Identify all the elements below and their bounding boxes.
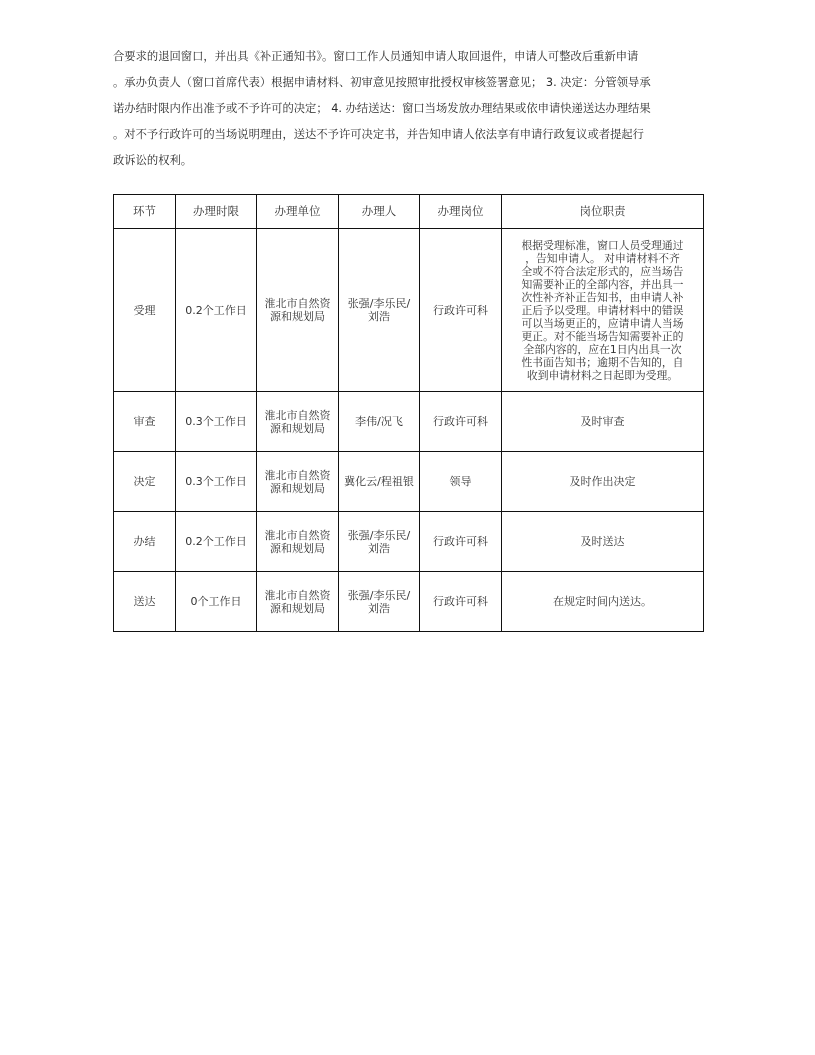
cell-handler: 张强/李乐民/刘浩 — [339, 572, 420, 632]
duty-line: 可以当场更正的，应请申请人当场 — [521, 316, 684, 330]
table-row — [114, 392, 704, 452]
intro-paragraph — [113, 44, 703, 174]
duty-line: 全或不符合法定形式的，应当场告 — [521, 264, 684, 278]
cell-unit: 淮北市自然资源和规划局 — [257, 572, 339, 632]
cell-post: 行政许可科 — [420, 512, 502, 572]
duty-line: 根据受理标准，窗口人员受理通过 — [521, 238, 684, 252]
cell-stage: 受理 — [114, 229, 176, 392]
cell-stage: 决定 — [114, 452, 176, 512]
cell-handler: 李伟/况飞 — [339, 392, 420, 452]
header-handler: 办理人 — [339, 195, 420, 229]
cell-handler: 冀化云/程祖银 — [339, 452, 420, 512]
cell-unit: 淮北市自然资源和规划局 — [257, 392, 339, 452]
intro-line: 。对不予行政许可的当场说明理由，送达不予许可决定书，并告知申请人依法享有申请行政复议或者提起行 — [113, 128, 644, 141]
intro-line: 合要求的退回窗口，并出具《补正通知书》。窗口工作人员通知申请人取回退件，申请人可整改后重新申请 — [113, 50, 639, 63]
cell-time-limit: 0.2个工作日 — [176, 512, 257, 572]
cell-time-limit: 0.3个工作日 — [176, 392, 257, 452]
header-duty: 岗位职责 — [502, 195, 704, 229]
cell-duty: 在规定时间内送达。 — [502, 572, 704, 632]
table-row — [114, 572, 704, 632]
table-row — [114, 512, 704, 572]
cell-handler: 张强/李乐民/刘浩 — [339, 229, 420, 392]
cell-post: 领导 — [420, 452, 502, 512]
cell-stage: 送达 — [114, 572, 176, 632]
table-row — [114, 452, 704, 512]
duty-line: 性书面告知书；逾期不告知的，自 — [521, 355, 684, 369]
cell-duty — [502, 229, 704, 392]
process-table — [113, 194, 704, 632]
intro-line: 诺办结时限内作出准予或不予许可的决定； 4. 办结送达：窗口当场发放办理结果或依申请快递送达办理结果 — [113, 102, 651, 115]
cell-unit: 淮北市自然资源和规划局 — [257, 229, 339, 392]
cell-duty: 及时作出决定 — [502, 452, 704, 512]
duty-line: 更正。对不能当场告知需要补正的 — [521, 329, 684, 343]
cell-stage: 办结 — [114, 512, 176, 572]
header-unit: 办理单位 — [257, 195, 339, 229]
cell-time-limit: 0.3个工作日 — [176, 452, 257, 512]
header-time-limit: 办理时限 — [176, 195, 257, 229]
cell-unit: 淮北市自然资源和规划局 — [257, 452, 339, 512]
cell-duty: 及时送达 — [502, 512, 704, 572]
table-header-row — [114, 195, 704, 229]
cell-time-limit: 0个工作日 — [176, 572, 257, 632]
duty-line: 知需要补正的全部内容，并出具一 — [521, 277, 684, 291]
cell-unit: 淮北市自然资源和规划局 — [257, 512, 339, 572]
duty-line: 次性补齐补正告知书，由申请人补 — [521, 290, 684, 304]
duty-line: 全部内容的，应在1日内出具一次 — [523, 342, 682, 356]
header-post: 办理岗位 — [420, 195, 502, 229]
cell-time-limit: 0.2个工作日 — [176, 229, 257, 392]
duty-line: 正后予以受理。申请材料中的错误 — [521, 303, 684, 317]
cell-handler: 张强/李乐民/刘浩 — [339, 512, 420, 572]
intro-line: 政诉讼的权利。 — [113, 154, 193, 167]
cell-stage: 审查 — [114, 392, 176, 452]
cell-post: 行政许可科 — [420, 392, 502, 452]
duty-line: ，告知申请人。 对申请材料不齐 — [525, 251, 680, 265]
cell-post: 行政许可科 — [420, 572, 502, 632]
cell-duty: 及时审查 — [502, 392, 704, 452]
intro-line: 。承办负责人（窗口首席代表）根据申请材料、初审意见按照审批授权审核签署意见； 3. 决定：分管领导承 — [113, 76, 651, 89]
cell-post: 行政许可科 — [420, 229, 502, 392]
header-stage: 环节 — [114, 195, 176, 229]
table-row — [114, 229, 704, 392]
duty-line: 收到申请材料之日起即为受理。 — [526, 368, 679, 382]
